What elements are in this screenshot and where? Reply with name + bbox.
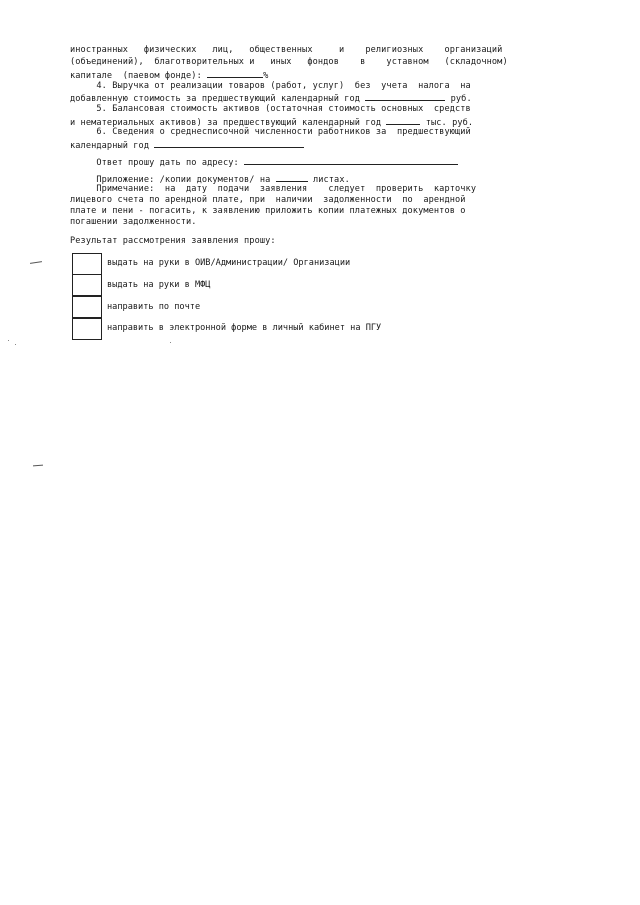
- checkbox-handover-mfc[interactable]: [72, 274, 102, 296]
- item-6-line-1: 6. Сведения о среднесписочной численности работников за предшествующий: [70, 127, 471, 137]
- revenue-unit: руб.: [445, 94, 472, 104]
- note-line-4: погашении задолженности.: [70, 217, 197, 227]
- employees-label: календарный год: [70, 141, 155, 151]
- attachment-blank[interactable]: [276, 173, 308, 182]
- margin-scan-mark: [30, 261, 42, 264]
- scan-dot: [170, 342, 171, 343]
- item-4-line-2: [70, 92, 472, 104]
- share-capital-label: капитале (паевом фонде):: [70, 71, 208, 81]
- checkbox-handover-oiv[interactable]: [72, 253, 102, 275]
- revenue-label: добавленную стоимость за предшествующий календарный год: [70, 94, 366, 104]
- revenue-blank[interactable]: [365, 92, 445, 101]
- assets-blank[interactable]: [386, 116, 420, 125]
- scan-dot: [8, 340, 9, 341]
- note-line-2: лицевого счета по арендной плате, при наличии задолженности по арендной: [70, 195, 466, 205]
- paragraph-line-1: иностранных физических лиц, общественных и религиозных организаций: [70, 45, 503, 55]
- result-heading: Результат рассмотрения заявления прошу:: [70, 236, 276, 246]
- paragraph-line-2: (объединений), благотворительных и иных фондов в уставном (складочном): [70, 57, 508, 67]
- percent-sign: %: [263, 71, 269, 81]
- note-line-3: плате и пени - погасить, к заявлению приложить копии платежных документов о: [70, 206, 466, 216]
- option-label-handover-oiv: выдать на руки в ОИВ/Администрации/ Организации: [107, 258, 351, 268]
- assets-unit: тыс. руб.: [420, 118, 474, 128]
- item-4-line-1: 4. Выручка от реализации товаров (работ, услуг) без учета налога на: [70, 81, 471, 91]
- address-line: [70, 156, 458, 168]
- note-line-1: Примечание: на дату подачи заявления следует проверить карточку: [70, 184, 477, 194]
- address-blank[interactable]: [244, 156, 458, 165]
- attachment-suffix: листах.: [307, 175, 350, 185]
- employees-blank[interactable]: [154, 139, 304, 148]
- item-6-line-2: [70, 139, 304, 151]
- option-label-handover-mfc: выдать на руки в МФЦ: [107, 280, 211, 290]
- item-5-line-1: 5. Балансовая стоимость активов (остаточная стоимость основных средств: [70, 104, 471, 114]
- attachment-label: Приложение: /копии документов/ на: [70, 175, 276, 185]
- assets-label: и нематериальных активов) за предшествующий календарный год: [70, 118, 387, 128]
- checkbox-electronic-pgu[interactable]: [72, 318, 102, 340]
- checkbox-send-by-mail[interactable]: [72, 296, 102, 318]
- scan-dot: [15, 344, 16, 345]
- option-label-send-by-mail: направить по почте: [107, 302, 201, 312]
- paragraph-line-3: [70, 69, 268, 81]
- share-capital-blank[interactable]: [207, 69, 263, 78]
- address-label: Ответ прошу дать по адресу:: [70, 158, 245, 168]
- margin-scan-mark: [33, 465, 43, 467]
- option-label-electronic-pgu: направить в электронной форме в личный кабинет на ПГУ: [107, 323, 382, 333]
